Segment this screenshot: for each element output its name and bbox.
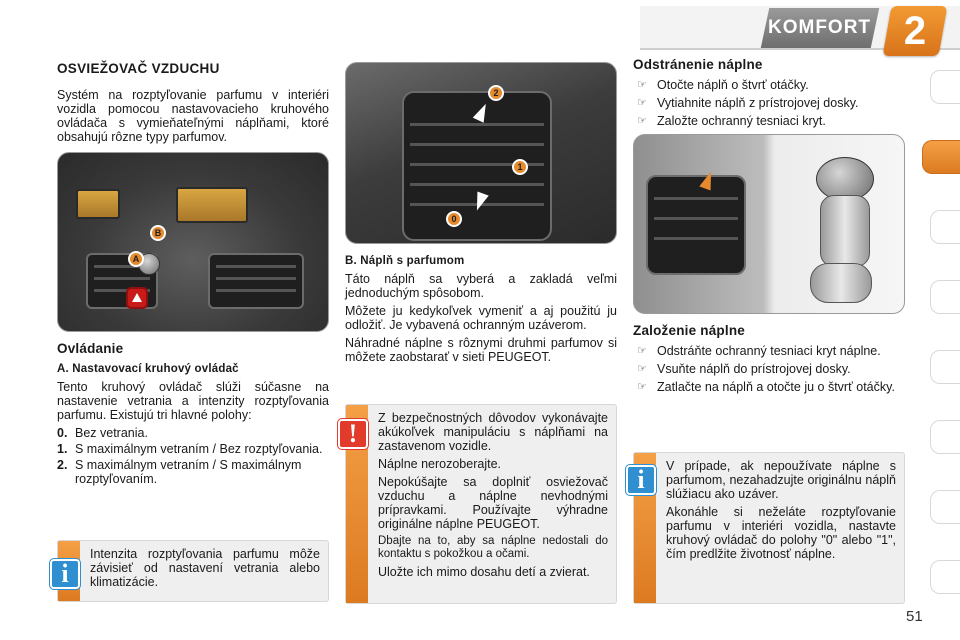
pointing-hand-icon: ☞ [637,97,647,109]
side-tab[interactable] [930,490,960,524]
protective-cap [810,263,872,303]
list-item: ☞ Vytiahnite náplň z prístrojovej dosky. [637,96,859,110]
notice-text: Dbajte na to, aby sa náplne nedostali do kontaktu s pokožkou a očami. [378,535,608,560]
refill-paragraph: Môžete ju kedykoľvek vymeniť a aj použitú ju odložiť. Je vybavená ochranným uzáverom. [345,304,617,332]
column-middle [345,58,617,368]
info-notice-intensity [57,540,329,602]
chapter-side-tabs [928,70,960,630]
notice-text: Náplne nerozoberajte. [378,457,501,471]
refill-cartridge-photo [633,134,905,314]
column-right [633,58,905,398]
control-a-heading: A. Nastavovací kruhový ovládač [57,363,239,375]
hazard-button-icon [126,287,148,309]
pointing-hand-icon: ☞ [637,115,647,127]
pointing-hand-icon: ☞ [637,79,647,91]
side-tab[interactable] [930,210,960,244]
list-item: ☞ Odstráňte ochranný tesniaci kryt náplne. [637,344,881,358]
warning-icon: ! [338,419,368,449]
notice-text: Z bezpečnostných dôvodov vykonávajte akúkoľvek manipuláciu s náplňami na zastavenom vozidle. [378,411,608,453]
notice-text: Uložte ich mimo dosahu detí a zvierat. [378,565,590,579]
column-left [57,58,329,488]
notice-text: V prípade, ak nepoužívate náplne s parfumom, nezahadzujte originálnu náplň slúžiacu ako uzáver. [666,459,896,501]
display-screen-left [76,189,120,219]
side-tab[interactable] [930,560,960,594]
pointing-hand-icon: ☞ [637,363,647,375]
notice-text: Akonáhle si neželáte rozptyľovanie parfumu v interiéri vozidla, nastavte kruhový ovládač do polohy "0" alebo "1", čím predlžite životnosť náplne. [666,505,896,561]
insert-heading: Založenie náplne [633,323,745,338]
info-icon: i [626,465,656,495]
side-tab[interactable] [930,350,960,384]
list-item: ☞ Otočte náplň o štvrť otáčky. [637,78,809,92]
info-notice-unused [633,452,905,604]
insert-steps [633,344,905,394]
vent-closeup-photo [345,62,617,244]
list-item: ☞ Vsuňte náplň do prístrojovej dosky. [637,362,851,376]
refill-heading: B. Náplň s parfumom [345,255,465,267]
marker-1: 1 [512,159,528,175]
list-item: 1. S maximálnym vetraním / Bez rozptyľovania. [57,442,323,456]
side-tab[interactable] [930,280,960,314]
chapter-title: KOMFORT [761,8,880,48]
side-tab-active[interactable] [922,140,960,174]
refill-paragraph: Táto náplň sa vyberá a zakladá veľmi jednoduchým spôsobom. [345,272,617,300]
page-header [0,0,960,56]
controls-heading: Ovládanie [57,341,124,356]
removal-steps [633,78,905,128]
marker-a: A [128,251,144,267]
control-a-text: Tento kruhový ovládač slúži súčasne na nastavenie vetrania a intenzity rozptyľovania parfumu. Existujú tri hlavné polohy: [57,380,329,422]
air-vent-right [208,253,304,309]
marker-2: 2 [488,85,504,101]
removal-heading: Odstránenie náplne [633,57,763,72]
list-item: ☞ Zatlačte na náplň a otočte ju o štvrť otáčky. [637,380,895,394]
cartridge-body [820,195,870,267]
refill-paragraph: Náhradné náplne s rôznymi druhmi parfumov si môžete zaobstarať v sieti PEUGEOT. [345,336,617,364]
warning-notice-safety [345,404,617,604]
side-tab[interactable] [930,70,960,104]
vent-with-cartridge [646,175,746,275]
list-item: 2. S maximálnym vetraním / S maximálnym rozptyľovaním. [57,458,302,486]
notice-text: Intenzita rozptyľovania parfumu môže závisieť od nastavení vetrania alebo klimatizácie. [90,547,320,589]
pointing-hand-icon: ☞ [637,345,647,357]
marker-b: B [150,225,166,241]
display-screen [176,187,248,223]
positions-list [57,426,329,486]
chapter-number-badge: 2 [883,6,948,56]
list-item: ☞ Založte ochranný tesniaci kryt. [637,114,826,128]
side-tab[interactable] [930,420,960,454]
intro-paragraph: Systém na rozptyľovanie parfumu v interiéri vozidla pomocou nastavovacieho kruhového ovládača s vymieňateľnými náplňami, ktoré obsahujú rôzne typy parfumov. [57,88,329,144]
notice-text: Nepokúšajte sa doplniť osviežovač vzduchu a náplne nevhodnými prípravkami. Používajte výhradne originálne náplne PEUGEOT. [378,475,608,531]
marker-0: 0 [446,211,462,227]
pointing-hand-icon: ☞ [637,381,647,393]
dashboard-photo [57,152,329,332]
section-heading: OSVIEŽOVAČ VZDUCHU [57,61,220,76]
list-item: 0. Bez vetrania. [57,426,148,440]
info-icon: i [50,559,80,589]
page-number: 51 [906,608,923,625]
